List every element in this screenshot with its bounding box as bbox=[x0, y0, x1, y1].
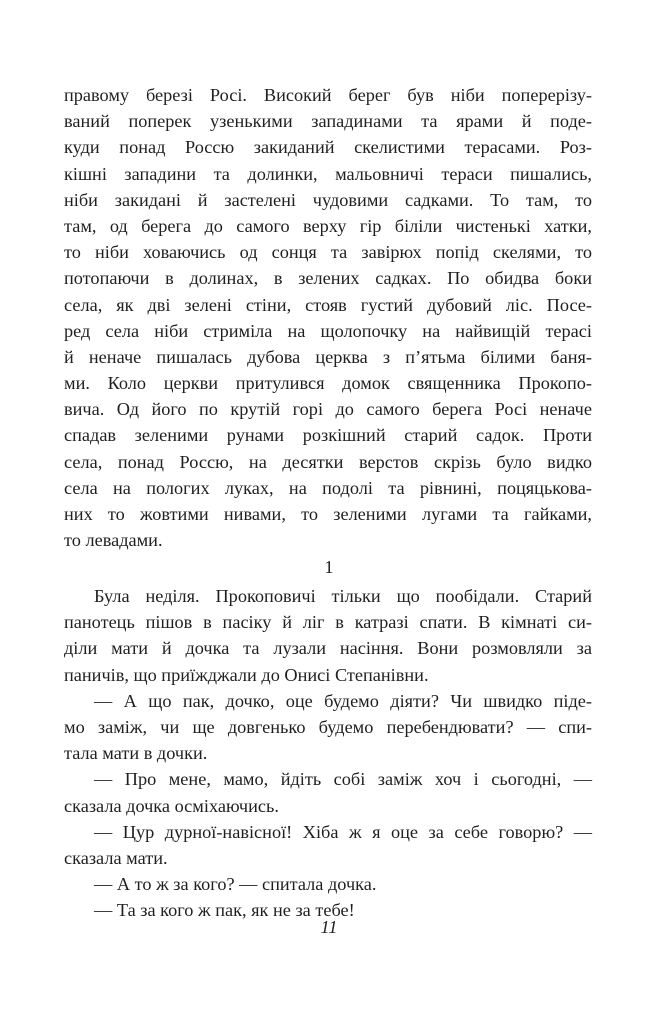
text-line: правому березі Росі. Високий берег був ніби поперерізу- bbox=[64, 85, 592, 105]
dialogue-line: — Цур дурної-навісної! Хіба ж я оце за себе говорю? — bbox=[94, 821, 592, 842]
text-line: й неначе пишалась дубова церква з п’ятьма білими баня- bbox=[64, 346, 592, 367]
text-line: панотець пішов в пасіку й ліг в катразі спати. В кімнаті си- bbox=[64, 612, 592, 633]
text-line: діли мати й дочка та лузали насіння. Вони розмовляли за bbox=[64, 638, 592, 659]
text-line: села на пологих луках, на подолі та рівнині, поцяцькова- bbox=[64, 477, 592, 498]
text-line: паничів, що приїжджали до Онисі Степанівни. bbox=[64, 664, 429, 685]
text-line: спадав зеленими рунами розкішний старий садок. Проти bbox=[64, 425, 592, 446]
text-line: села, понад Россю, на десятки верстов скрізь було видко bbox=[64, 451, 592, 472]
text-line: ми. Коло церкви притулився домок священника Прокопо- bbox=[64, 373, 592, 394]
text-line: ред села ніби стриміла на щолопочку на найвищій терасі bbox=[64, 320, 592, 341]
dialogue-line: сказала мати. bbox=[64, 847, 168, 868]
text-line: там, од берега до самого верху гір біліли чистенькі хатки, bbox=[64, 215, 592, 236]
page-number: 11 bbox=[320, 917, 338, 937]
dialogue-line: — Та за кого ж пак, як не за тебе! bbox=[94, 900, 355, 921]
text-line: ніби закидані й застелені чудовими садками. То там, то bbox=[64, 189, 592, 210]
text-line: них то жовтими нивами, то зеленими лугами та гайками, bbox=[64, 504, 592, 524]
text-line: то ніби ховаючись од сонця та завірюх попід скелями, то bbox=[64, 242, 592, 263]
text-line: ваний поперек узенькими западинами та ярами й поде- bbox=[64, 111, 592, 132]
dialogue-line: сказала дочка осміхаючись. bbox=[64, 795, 279, 816]
section-text bbox=[64, 583, 592, 923]
text-line: кішні западини та долинки, мальовничі тераси пишались, bbox=[64, 163, 592, 184]
text-line: куди понад Россю закиданий скелистими терасами. Роз- bbox=[64, 137, 592, 158]
dialogue-line: — А що пак, дочко, оце будемо діяти? Чи швидко піде- bbox=[94, 690, 592, 711]
dialogue-line: — Про мене, мамо, йдіть собі заміж хоч і сьогодні, — bbox=[94, 769, 592, 790]
dialogue-line: мо заміж, чи ще довгенько будемо перебендювати? — спи- bbox=[64, 716, 592, 737]
text-line: Була неділя. Прокоповичі тільки що пообідали. Старий bbox=[94, 586, 592, 606]
dialogue-line: тала мати в дочки. bbox=[64, 743, 208, 764]
dialogue-line: — А то ж за кого? — спитала дочка. bbox=[94, 874, 377, 895]
section-number: 1 bbox=[324, 557, 334, 577]
opening-paragraph bbox=[64, 82, 592, 553]
text-line: потопаючи в долинах, в зелених садках. По обидва боки bbox=[64, 268, 592, 289]
text-line: то левадами. bbox=[64, 530, 163, 551]
text-line: села, як дві зелені стіни, стояв густий дубовий ліс. Посе- bbox=[64, 294, 592, 315]
text-line: вича. Од його по крутій горі до самого берега Росі неначе bbox=[64, 399, 592, 420]
